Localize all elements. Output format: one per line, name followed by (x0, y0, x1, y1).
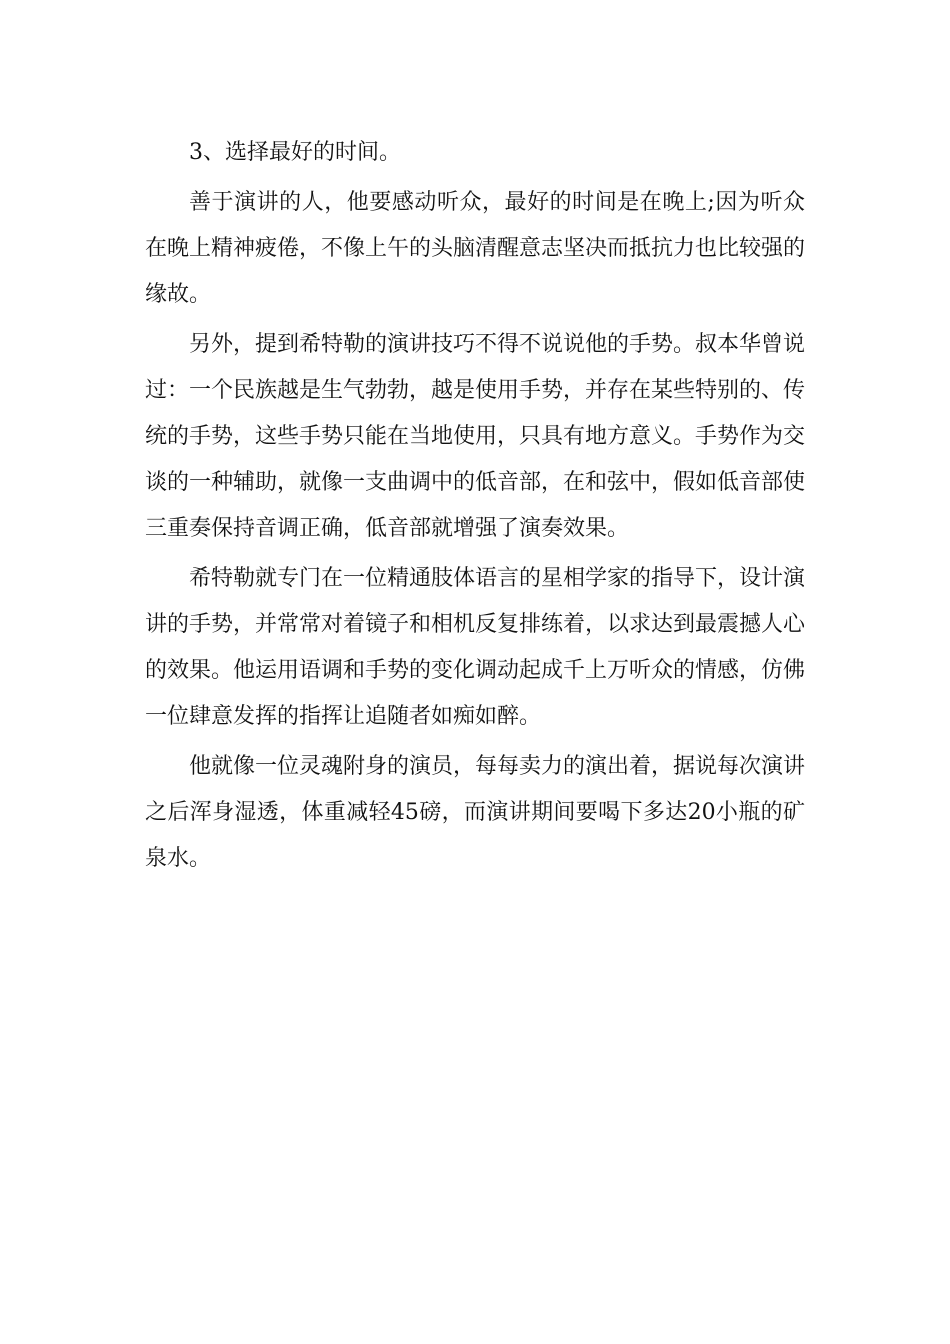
document-body (145, 130, 805, 886)
paragraph-gesture-design: 希特勒就专门在一位精通肢体语言的星相学家的指导下，设计演讲的手势，并常常对着镜子和相机反复排练着，以求达到最震撼人心的效果。他运用语调和手势的变化调动起成千上万听众的情感，仿佛一位肆意发挥的指挥让追随者如痴如醉。 (145, 566, 806, 729)
paragraph-heading-3: 3、选择最好的时间。 (189, 140, 401, 165)
paragraph-performer: 他就像一位灵魂附身的演员，每每卖力的演出着，据说每次演讲之后浑身湿透，体重减轻45磅，而演讲期间要喝下多达20小瓶的矿泉水。 (145, 754, 806, 871)
paragraph-speech-timing: 善于演讲的人，他要感动听众，最好的时间是在晚上;因为听众在晚上精神疲倦，不像上午的头脑清醒意志坚决而抵抗力也比较强的缘故。 (145, 190, 806, 307)
paragraph-gestures: 另外，提到希特勒的演讲技巧不得不说说他的手势。叔本华曾说过：一个民族越是生气勃勃，越是使用手势，并存在某些特别的、传统的手势，这些手势只能在当地使用，只具有地方意义。手势作为交谈的一种辅助，就像一支曲调中的低音部，在和弦中，假如低音部使三重奏保持音调正确，低音部就增强了演奏效果。 (145, 332, 806, 541)
